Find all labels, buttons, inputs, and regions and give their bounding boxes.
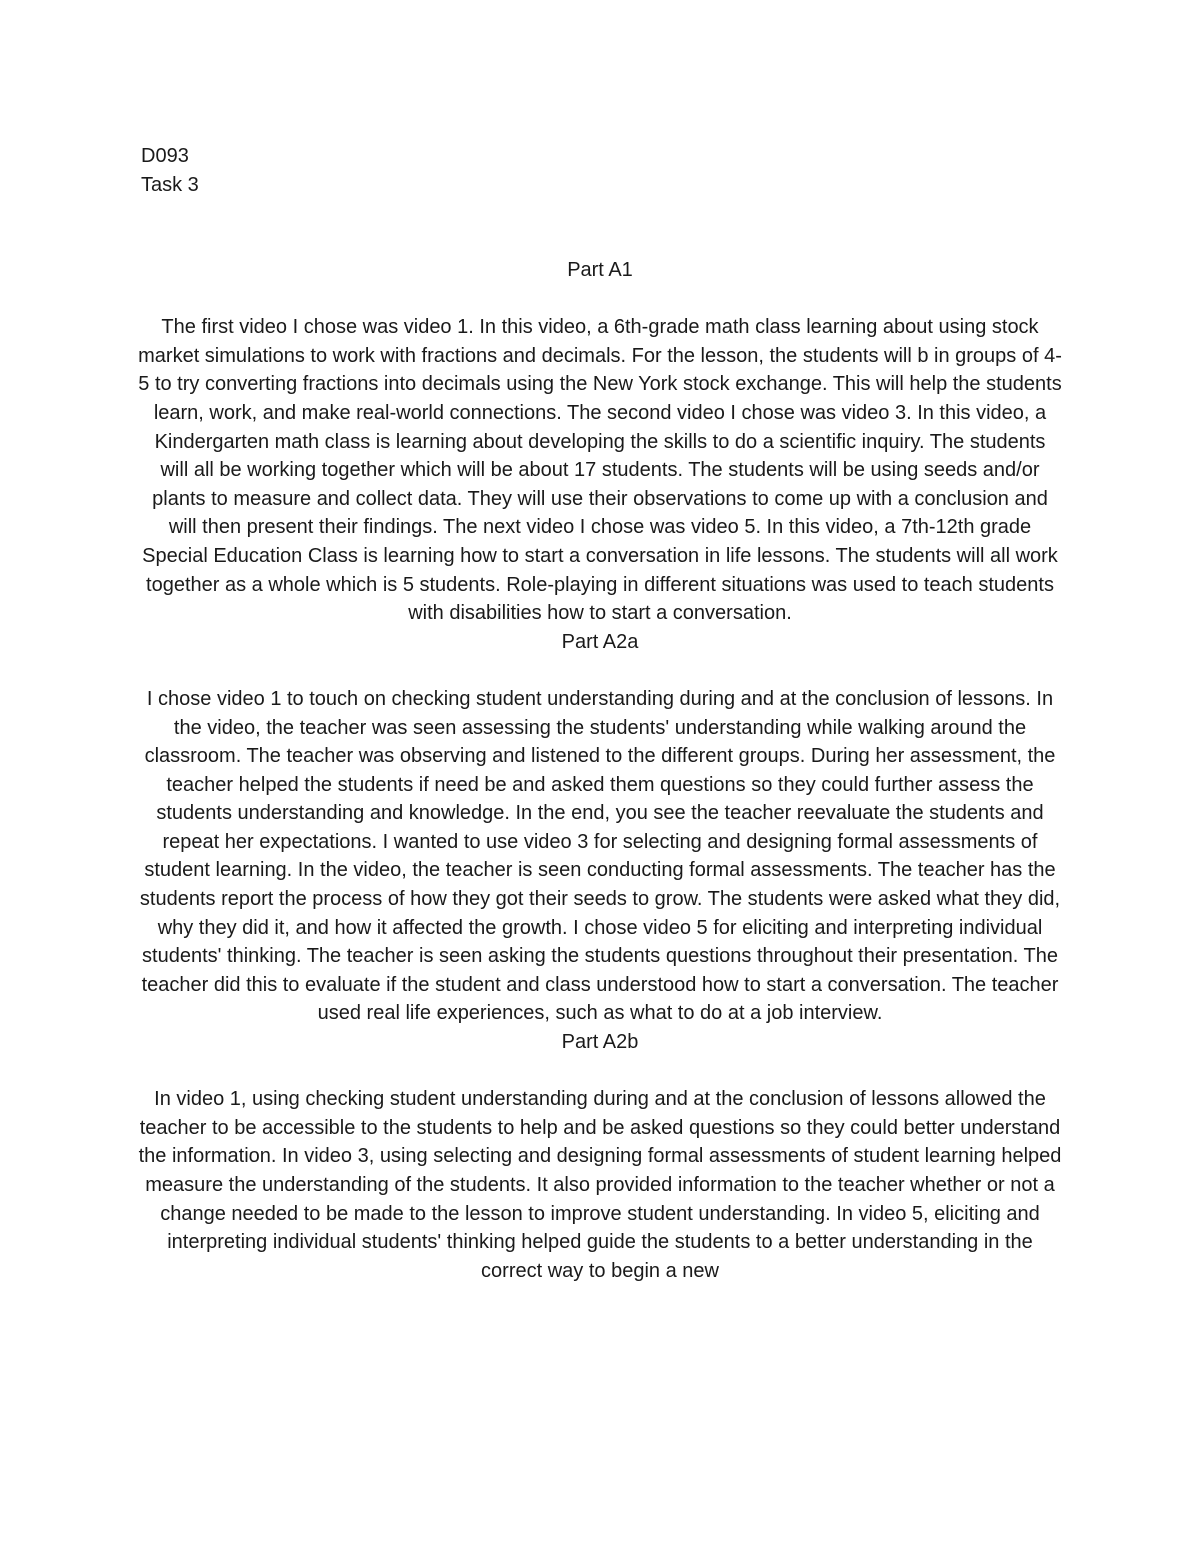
section-paragraph: The first video I chose was video 1. In this video, a 6th-grade math class learning about using stock market simulations to work with fractions and decimals. For the lesson, the students will b in groups of 4-5 to try converting fractions into decimals using the New York stock exchange. This will help the students learn, work, and make real-world connections. The second video I chose was video 3. In this video, a Kindergarten math class is learning about developing the skills to do a scientific inquiry. The students will all be working together which will be about 17 students. The students will be using seeds and/or plants to measure and collect data. They will use their observations to come up with a conclusion and will then present their findings. The next video I chose was video 5. In this video, a 7th-12th grade Special Education Class is learning how to start a conversation in life lessons. The students will all work together as a whole which is 5 students. Role-playing in different situations was used to teach students with disabilities how to start a conversation. — [138, 316, 1062, 625]
course-code: D093 — [141, 145, 189, 167]
section-part-a2a — [138, 628, 1062, 1028]
document-body — [138, 256, 1062, 1285]
section-title: Part A2b — [561, 1031, 639, 1054]
section-paragraph: I chose video 1 to touch on checking student understanding during and at the conclusion of lessons. In the video, the teacher was seen assessing the students' understanding while walking around the classroom. The teacher was observing and listened to the different groups. During her assessment, the teacher helped the students if need be and asked them questions so they could further assess the students understanding and knowledge. In the end, you see the teacher reevaluate the students and repeat her expectations. I wanted to use video 3 for selecting and designing formal assessments of student learning. In the video, the teacher is seen conducting formal assessments. The teacher has the students report the process of how they got their seeds to grow. The students were asked what they did, why they did it, and how it affected the growth. I chose video 5 for eliciting and interpreting individual students' thinking. The teacher is seen asking the students questions throughout their presentation. The teacher did this to evaluate if the student and class understood how to start a conversation. The teacher used real life experiences, such as what to do at a job interview. — [139, 687, 1061, 1025]
section-paragraph: In video 1, using checking student understanding during and at the conclusion of lessons allowed the teacher to be accessible to the students to help and be asked questions so they could better understand the information. In video 3, using selecting and designing formal assessments of student learning helped measure the understanding of the students. It also provided information to the teacher whether or not a change needed to be made to the lesson to improve student understanding. In video 5, eliciting and interpreting individual students' thinking helped guide the students to a better understanding in the correct way to begin a new — [138, 1088, 1062, 1282]
section-part-a2b — [138, 1028, 1062, 1285]
section-title: Part A2a — [561, 630, 639, 653]
document-header — [141, 142, 199, 199]
section-part-a1 — [138, 256, 1062, 628]
section-title: Part A1 — [567, 259, 633, 281]
task-label: Task 3 — [141, 173, 199, 196]
